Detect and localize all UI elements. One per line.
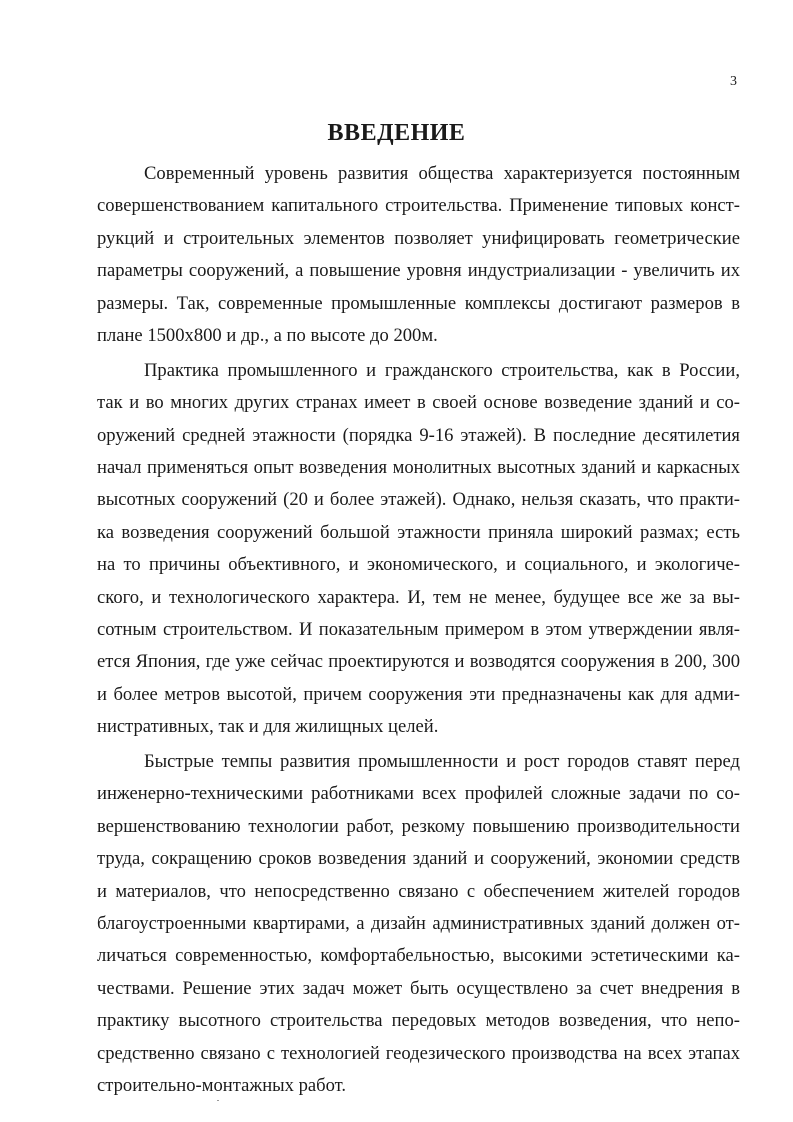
page-title: ВВЕДЕНИЕ	[327, 120, 466, 146]
text-line: параметры сооружений, а повышение уровня индустриализации - увеличить их	[97, 260, 740, 282]
paragraph-3	[97, 746, 740, 1102]
text-line: оружений средней этажности (порядка 9-16 этажей). В последние десятилетия	[97, 424, 740, 446]
text-line: размеры. Так, современные промышленные комплексы достигают размеров в	[97, 292, 740, 314]
text-line: инженерно-техническими работниками всех профилей сложные задачи по со-	[97, 783, 740, 805]
scan-speck	[217, 1100, 219, 1101]
text-line: Современный уровень развития общества характеризуется постоянным	[144, 163, 740, 184]
text-line: практику высотного строительства передовых методов возведения, что непо-	[97, 1010, 740, 1032]
page-number: 3	[730, 74, 737, 89]
text-line: ется Япония, где уже сейчас проектируются и возводятся сооружения в 200, 300	[97, 651, 740, 673]
text-line: чествами. Решение этих задач может быть осуществлено за счет внедрения в	[97, 977, 740, 999]
text-line: благоустроенными квартирами, а дизайн административных зданий должен от-	[97, 912, 740, 934]
body-text	[97, 158, 740, 1102]
text-line: Быстрые темпы развития промышленности и рост городов ставят перед	[144, 751, 740, 773]
text-line: плане 1500х800 и др., а по высоте до 200м.	[97, 324, 438, 346]
paragraph-1	[97, 158, 740, 352]
text-line: труда, сокращению сроков возведения зданий и сооружений, экономии средств	[97, 848, 740, 870]
paragraph-2	[97, 355, 740, 744]
text-line: рукций и строительных элементов позволяет унифицировать геометрические	[97, 227, 740, 249]
text-line: ского, и технологического характера. И, тем не менее, будущее все же за вы-	[97, 586, 740, 608]
text-line: строительно-монтажных работ.	[97, 1074, 347, 1096]
text-line: на то причины объективного, и экономического, и социального, и экологиче-	[97, 554, 740, 576]
text-line: совершенствованием капитального строительства. Применение типовых конст-	[97, 195, 740, 217]
text-line: Практика промышленного и гражданского строительства, как в России,	[144, 359, 740, 381]
text-line: начал применяться опыт возведения монолитных высотных зданий и каркасных	[97, 457, 740, 479]
text-line: так и во многих других странах имеет в своей основе возведение зданий и со-	[97, 392, 740, 414]
text-line: высотных сооружений (20 и более этажей). Однако, нельзя сказать, что практи-	[97, 489, 740, 511]
text-line: личаться современностью, комфортабельностью, высокими эстетическими ка-	[97, 945, 740, 967]
text-line: ка возведения сооружений большой этажности приняла широкий размах; есть	[97, 521, 740, 543]
text-line: сотным строительством. И показательным примером в этом утверждении явля-	[97, 618, 740, 640]
text-line: средственно связано с технологией геодезического производства на всех этапах	[97, 1042, 740, 1064]
text-line: и материалов, что непосредственно связано с обеспечением жителей городов	[97, 880, 740, 902]
text-line: вершенствованию технологии работ, резкому повышению производительности	[97, 815, 740, 837]
text-line: нистративных, так и для жилищных целей.	[97, 716, 439, 738]
text-line: и более метров высотой, причем сооружения эти предназначены как для адми-	[97, 683, 740, 705]
